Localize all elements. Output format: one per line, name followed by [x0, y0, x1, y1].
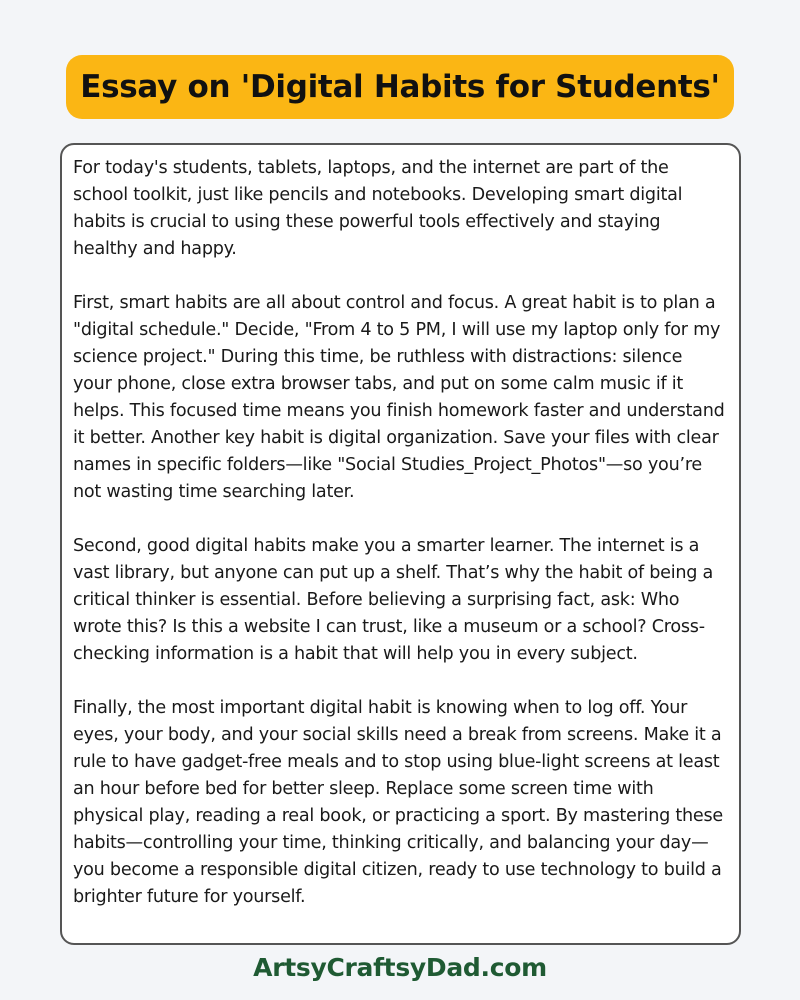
footer-website: ArtsyCraftsyDad.com — [253, 953, 547, 982]
essay-paragraph-4: Finally, the most important digital habit is knowing when to log off. Your eyes, your body, and your social skills need a break from screens. Make it a rule to have gadget-free meals and to stop using blue-light screens at least an hour before bed for better sleep. Replace some screen time with physical play, reading a real book, or practicing a sport. By mastering these habits—controlling your time, thinking critically, and balancing your day—you become a responsible digital citizen, ready to use technology to build a brighter future for yourself. — [73, 698, 723, 907]
essay-paragraph-2: First, smart habits are all about control and focus. A great habit is to plan a "digital schedule." Decide, "From 4 to 5 PM, I will use my laptop only for my science project." During this time, be ruthless with distractions: silence your phone, close extra browser tabs, and put on some calm music if it helps. This focused time means you finish homework faster and understand it better. Another key habit is digital organization. Save your files with clear names in specific folders—like "Social Studies_Project_Photos"—so you’re not wasting time searching later. — [73, 293, 725, 502]
essay-paragraph-3: Second, good digital habits make you a smarter learner. The internet is a vast library, but anyone can put up a shelf. That’s why the habit of being a critical thinker is essential. Before believing a surprising fact, ask: Who wrote this? Is this a website I can trust, like a museum or a school? Cross-checking information is a habit that will help you in every subject. — [73, 536, 714, 664]
page-title: Essay on 'Digital Habits for Students' — [80, 69, 720, 105]
essay-paragraph-1: For today's students, tablets, laptops, and the internet are part of the school toolkit, just like pencils and notebooks. Developing smart digital habits is crucial to using these powerful tools effectively and staying healthy and happy. — [73, 158, 683, 259]
essay-box — [60, 143, 741, 945]
title-banner — [66, 55, 734, 119]
